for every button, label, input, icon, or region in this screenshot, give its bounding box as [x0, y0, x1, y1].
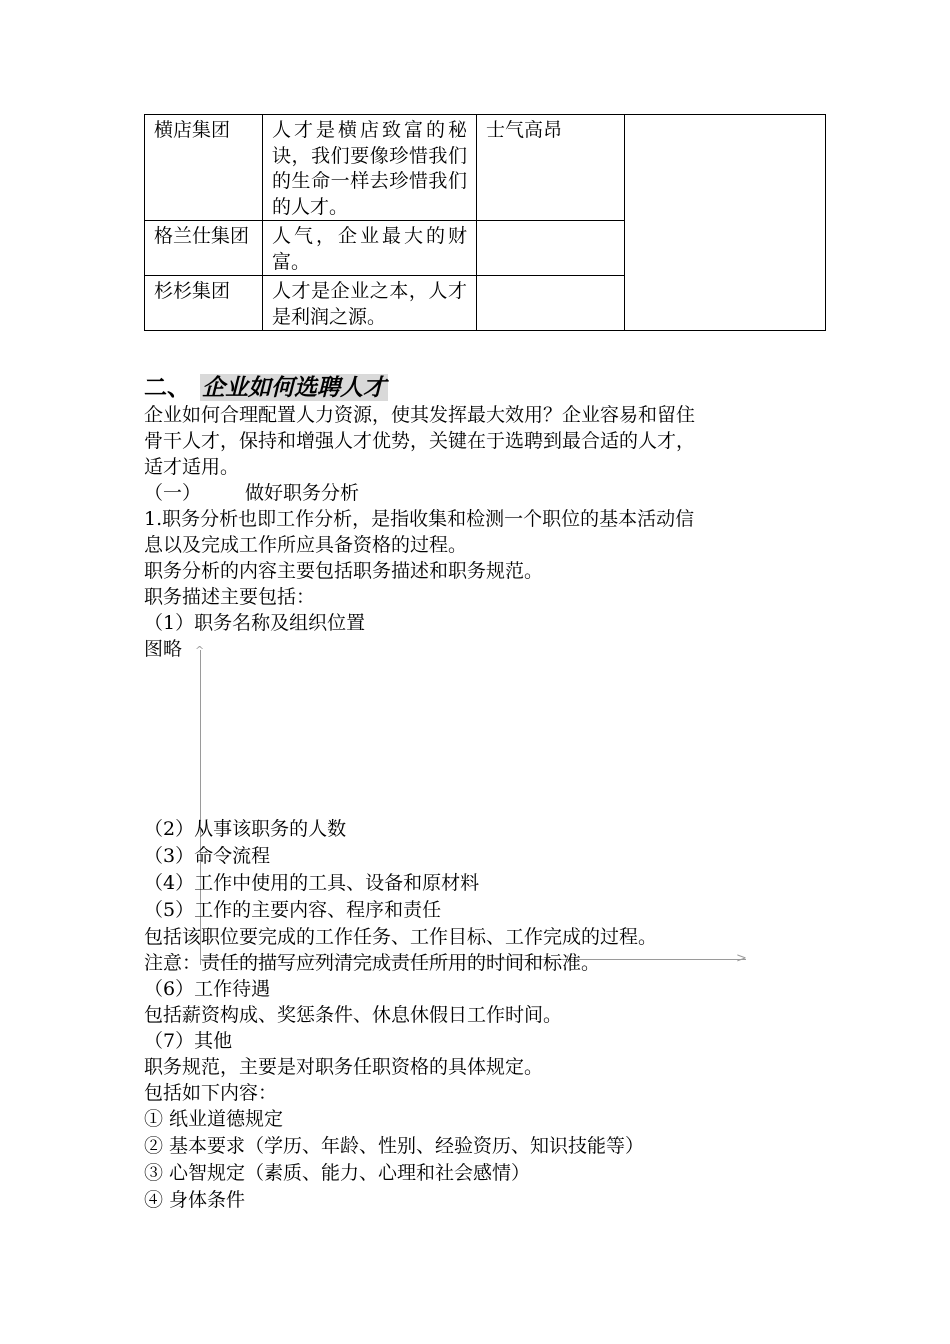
list-item: （7）其他	[144, 1030, 233, 1052]
effect-cell	[477, 276, 625, 331]
effect-cell: 士气高昂	[477, 115, 625, 221]
paragraph-line: 职务分析的内容主要包括职务描述和职务规范。	[144, 560, 544, 582]
list-item: （3）命令流程	[144, 845, 271, 867]
list-item: ④ 身体条件	[144, 1189, 246, 1211]
section-title: 企业如何选聘人才	[202, 374, 386, 401]
paragraph-line: 职务描述主要包括：	[144, 586, 316, 608]
motto-cell: 人才是横店致富的秘诀，我们要像珍惜我们的生命一样去珍惜我们的人才。	[263, 115, 477, 221]
arrow-right-icon: >	[736, 951, 747, 966]
list-item: （1）职务名称及组织位置	[144, 612, 366, 634]
table-row	[145, 115, 826, 221]
list-item: ② 基本要求（学历、年龄、性别、经验资历、知识技能等）	[144, 1135, 645, 1157]
subsection-number: （一）	[144, 482, 202, 504]
list-item: ① 纸业道德规定	[144, 1108, 284, 1130]
paragraph-line: 适才适用。	[144, 456, 240, 478]
motto-cell: 人气，企业最大的财富。	[263, 221, 477, 276]
list-item: ③ 心智规定（素质、能力、心理和社会感情）	[144, 1162, 531, 1184]
paragraph-line: 企业如何合理配置人力资源，使其发挥最大效用？企业容易和留住	[144, 404, 696, 426]
paragraph-line: 息以及完成工作所应具备资格的过程。	[144, 534, 468, 556]
list-item: （5）工作的主要内容、程序和责任	[144, 899, 442, 921]
subsection-title: 做好职务分析	[245, 482, 360, 504]
arrow-up-icon: ^	[195, 644, 205, 657]
company-cell: 格兰仕集团	[145, 221, 263, 276]
paragraph-line: 1.职务分析也即工作分析，是指收集和检测一个职位的基本活动信	[144, 508, 695, 530]
paragraph-line: 职务规范，主要是对职务任职资格的具体规定。	[144, 1056, 544, 1078]
motto-cell: 人才是企业之本，人才是利润之源。	[263, 276, 477, 331]
section-number: 二、	[144, 374, 190, 401]
list-item: （2）从事该职务的人数	[144, 818, 347, 840]
talent-philosophy-table	[144, 114, 826, 331]
paragraph-line: 注意：责任的描写应列清完成责任所用的时间和标准。	[144, 952, 601, 974]
section-heading	[144, 372, 388, 404]
list-item: （6）工作待遇	[144, 978, 271, 1000]
company-cell: 杉杉集团	[145, 276, 263, 331]
figure-omitted-note: 图略	[144, 638, 183, 660]
empty-cell	[625, 115, 826, 331]
paragraph-line: 包括薪资构成、奖惩条件、休息休假日工作时间。	[144, 1004, 563, 1026]
paragraph-line: 包括该职位要完成的工作任务、工作目标、工作完成的过程。	[144, 926, 658, 948]
paragraph-line: 包括如下内容：	[144, 1082, 278, 1104]
paragraph-line: 骨干人才，保持和增强人才优势，关键在于选聘到最合适的人才，	[144, 430, 696, 452]
effect-cell	[477, 221, 625, 276]
subsection-heading	[144, 480, 359, 506]
company-cell: 横店集团	[145, 115, 263, 221]
list-item: （4）工作中使用的工具、设备和原材料	[144, 872, 480, 894]
